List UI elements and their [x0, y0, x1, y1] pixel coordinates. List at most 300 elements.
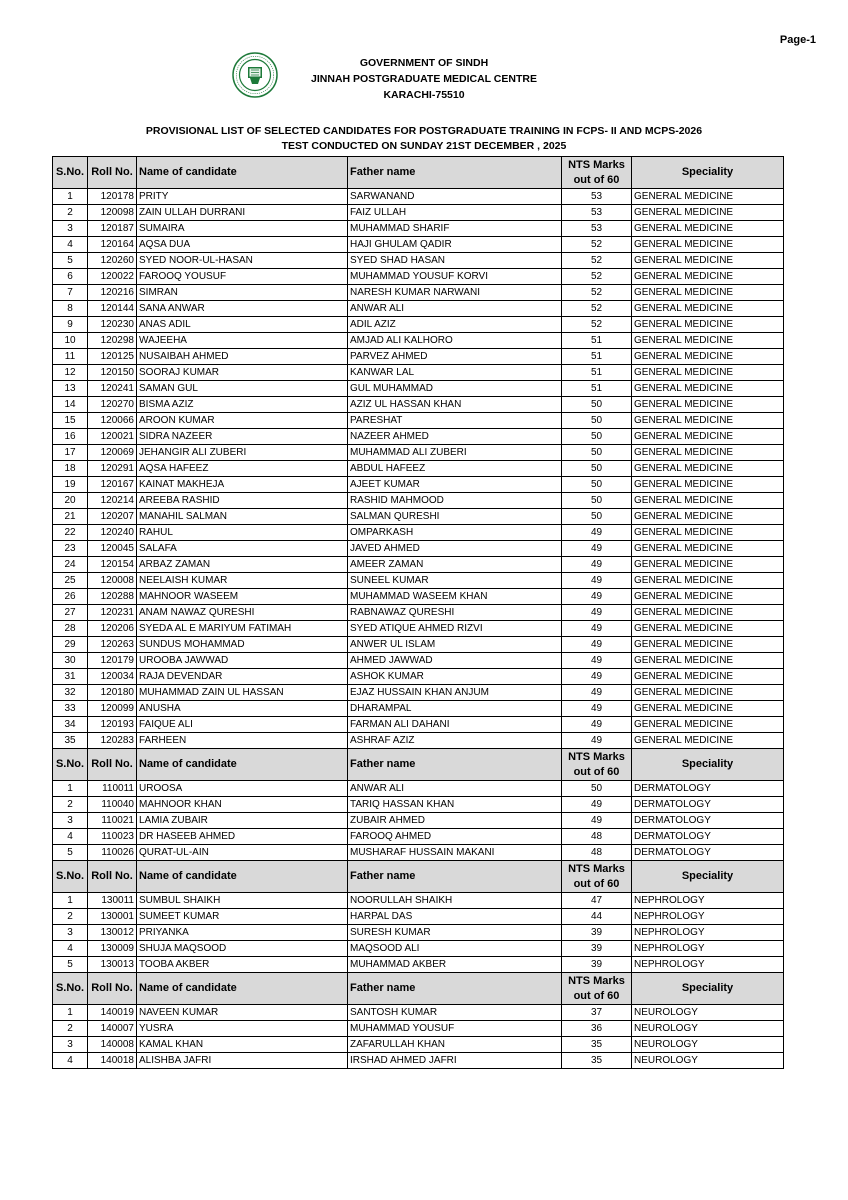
cell-nts-marks: 49: [562, 717, 632, 733]
cell-sno: 2: [53, 1021, 88, 1037]
cell-father-name: AJEET KUMAR: [348, 477, 562, 493]
cell-sno: 1: [53, 893, 88, 909]
cell-sno: 13: [53, 381, 88, 397]
header-candidate-name: Name of candidate: [137, 861, 348, 893]
cell-nts-marks: 50: [562, 445, 632, 461]
cell-roll-no: 120180: [88, 685, 137, 701]
cell-sno: 4: [53, 237, 88, 253]
cell-roll-no: 120207: [88, 509, 137, 525]
cell-candidate-name: YUSRA: [137, 1021, 348, 1037]
header-nts-marks: [562, 157, 632, 189]
cell-sno: 31: [53, 669, 88, 685]
cell-father-name: MUHAMMAD AKBER: [348, 957, 562, 973]
table-row: [53, 957, 784, 973]
table-row: [53, 1021, 784, 1037]
cell-roll-no: 120098: [88, 205, 137, 221]
cell-speciality: GENERAL MEDICINE: [632, 637, 784, 653]
header-speciality: Speciality: [632, 973, 784, 1005]
cell-speciality: GENERAL MEDICINE: [632, 237, 784, 253]
cell-candidate-name: AROON KUMAR: [137, 413, 348, 429]
cell-sno: 6: [53, 269, 88, 285]
table-row: [53, 365, 784, 381]
table-row: [53, 589, 784, 605]
cell-speciality: NEPHROLOGY: [632, 941, 784, 957]
cell-father-name: OMPARKASH: [348, 525, 562, 541]
cell-father-name: ABDUL HAFEEZ: [348, 461, 562, 477]
cell-father-name: DHARAMPAL: [348, 701, 562, 717]
cell-candidate-name: SUNDUS MOHAMMAD: [137, 637, 348, 653]
cell-sno: 29: [53, 637, 88, 653]
cell-nts-marks: 49: [562, 621, 632, 637]
table-row: [53, 269, 784, 285]
cell-nts-marks: 35: [562, 1053, 632, 1069]
cell-candidate-name: SIMRAN: [137, 285, 348, 301]
cell-nts-marks: 49: [562, 557, 632, 573]
cell-sno: 3: [53, 813, 88, 829]
cell-candidate-name: MANAHIL SALMAN: [137, 509, 348, 525]
cell-roll-no: 120066: [88, 413, 137, 429]
cell-roll-no: 130013: [88, 957, 137, 973]
cell-roll-no: 130012: [88, 925, 137, 941]
header-father-name: Father name: [348, 861, 562, 893]
cell-roll-no: 130001: [88, 909, 137, 925]
cell-sno: 20: [53, 493, 88, 509]
cell-speciality: NEUROLOGY: [632, 1005, 784, 1021]
table-row: [53, 525, 784, 541]
cell-candidate-name: RAHUL: [137, 525, 348, 541]
header-speciality: Speciality: [632, 157, 784, 189]
cell-father-name: SYED SHAD HASAN: [348, 253, 562, 269]
table-row: [53, 637, 784, 653]
cell-father-name: SALMAN QURESHI: [348, 509, 562, 525]
cell-candidate-name: PRIYANKA: [137, 925, 348, 941]
cell-nts-marks: 49: [562, 669, 632, 685]
table-row: [53, 397, 784, 413]
cell-speciality: GENERAL MEDICINE: [632, 509, 784, 525]
cell-speciality: NEPHROLOGY: [632, 893, 784, 909]
cell-roll-no: 120298: [88, 333, 137, 349]
table-row: [53, 1037, 784, 1053]
cell-father-name: NAZEER AHMED: [348, 429, 562, 445]
cell-nts-marks: 49: [562, 653, 632, 669]
cell-father-name: SANTOSH KUMAR: [348, 1005, 562, 1021]
table-row: [53, 189, 784, 205]
cell-speciality: NEPHROLOGY: [632, 957, 784, 973]
cell-candidate-name: KAINAT MAKHEJA: [137, 477, 348, 493]
cell-sno: 1: [53, 1005, 88, 1021]
cell-sno: 17: [53, 445, 88, 461]
cell-nts-marks: 50: [562, 781, 632, 797]
cell-speciality: GENERAL MEDICINE: [632, 413, 784, 429]
cell-nts-marks: 52: [562, 253, 632, 269]
page-number: Page-1: [779, 34, 816, 46]
cell-candidate-name: SALAFA: [137, 541, 348, 557]
cell-speciality: DERMATOLOGY: [632, 829, 784, 845]
cell-nts-marks: 53: [562, 189, 632, 205]
cell-father-name: ANWER UL ISLAM: [348, 637, 562, 653]
header-nts-marks-line1: NTS Marks: [568, 862, 625, 875]
cell-roll-no: 120193: [88, 717, 137, 733]
cell-speciality: GENERAL MEDICINE: [632, 429, 784, 445]
table-row: [53, 733, 784, 749]
table-row: [53, 925, 784, 941]
cell-speciality: GENERAL MEDICINE: [632, 381, 784, 397]
cell-speciality: GENERAL MEDICINE: [632, 733, 784, 749]
cell-speciality: NEPHROLOGY: [632, 925, 784, 941]
cell-father-name: SARWANAND: [348, 189, 562, 205]
cell-speciality: GENERAL MEDICINE: [632, 269, 784, 285]
header-nts-marks-line1: NTS Marks: [568, 158, 625, 171]
cell-candidate-name: UROOSA: [137, 781, 348, 797]
cell-candidate-name: ANAM NAWAZ QURESHI: [137, 605, 348, 621]
header-nts-marks: [562, 749, 632, 781]
cell-candidate-name: DR HASEEB AHMED: [137, 829, 348, 845]
cell-nts-marks: 50: [562, 509, 632, 525]
cell-speciality: GENERAL MEDICINE: [632, 653, 784, 669]
cell-speciality: GENERAL MEDICINE: [632, 701, 784, 717]
cell-father-name: KANWAR LAL: [348, 365, 562, 381]
cell-father-name: PARVEZ AHMED: [348, 349, 562, 365]
cell-candidate-name: TOOBA AKBER: [137, 957, 348, 973]
cell-roll-no: 120216: [88, 285, 137, 301]
cell-sno: 2: [53, 205, 88, 221]
cell-father-name: AHMED JAWWAD: [348, 653, 562, 669]
cell-speciality: GENERAL MEDICINE: [632, 493, 784, 509]
cell-candidate-name: WAJEEHA: [137, 333, 348, 349]
cell-sno: 2: [53, 909, 88, 925]
cell-sno: 7: [53, 285, 88, 301]
header-nts-marks-line2: out of 60: [573, 989, 620, 1002]
table-row: [53, 413, 784, 429]
cell-roll-no: 120214: [88, 493, 137, 509]
cell-candidate-name: SHUJA MAQSOOD: [137, 941, 348, 957]
header-nts-marks-line2: out of 60: [573, 877, 620, 890]
cell-sno: 5: [53, 845, 88, 861]
cell-sno: 18: [53, 461, 88, 477]
government-line: GOVERNMENT OF SINDH: [359, 57, 489, 69]
cell-father-name: ANWAR ALI: [348, 781, 562, 797]
cell-roll-no: 140019: [88, 1005, 137, 1021]
cell-father-name: SUNEEL KUMAR: [348, 573, 562, 589]
cell-speciality: GENERAL MEDICINE: [632, 573, 784, 589]
cell-father-name: AZIZ UL HASSAN KHAN: [348, 397, 562, 413]
header-roll-no: Roll No.: [88, 157, 137, 189]
cell-nts-marks: 50: [562, 477, 632, 493]
cell-nts-marks: 49: [562, 525, 632, 541]
header-candidate-name: Name of candidate: [137, 157, 348, 189]
header-candidate-name: Name of candidate: [137, 749, 348, 781]
cell-roll-no: 120283: [88, 733, 137, 749]
cell-father-name: AMEER ZAMAN: [348, 557, 562, 573]
cell-roll-no: 110021: [88, 813, 137, 829]
cell-speciality: GENERAL MEDICINE: [632, 253, 784, 269]
cell-father-name: FAROOQ AHMED: [348, 829, 562, 845]
cell-speciality: GENERAL MEDICINE: [632, 589, 784, 605]
cell-roll-no: 120270: [88, 397, 137, 413]
cell-candidate-name: SIDRA NAZEER: [137, 429, 348, 445]
document-title: [0, 124, 848, 154]
cell-roll-no: 120008: [88, 573, 137, 589]
cell-candidate-name: AQSA HAFEEZ: [137, 461, 348, 477]
cell-sno: 15: [53, 413, 88, 429]
cell-roll-no: 120263: [88, 637, 137, 653]
cell-candidate-name: SANA ANWAR: [137, 301, 348, 317]
cell-nts-marks: 52: [562, 237, 632, 253]
cell-father-name: SURESH KUMAR: [348, 925, 562, 941]
table-row: [53, 557, 784, 573]
cell-speciality: GENERAL MEDICINE: [632, 669, 784, 685]
cell-nts-marks: 50: [562, 461, 632, 477]
cell-speciality: GENERAL MEDICINE: [632, 221, 784, 237]
cell-father-name: NOORULLAH SHAIKH: [348, 893, 562, 909]
cell-nts-marks: 52: [562, 269, 632, 285]
cell-father-name: ZUBAIR AHMED: [348, 813, 562, 829]
cell-candidate-name: BISMA AZIZ: [137, 397, 348, 413]
cell-roll-no: 120099: [88, 701, 137, 717]
cell-roll-no: 120154: [88, 557, 137, 573]
cell-nts-marks: 53: [562, 221, 632, 237]
cell-speciality: NEUROLOGY: [632, 1037, 784, 1053]
cell-speciality: NEPHROLOGY: [632, 909, 784, 925]
cell-candidate-name: SAMAN GUL: [137, 381, 348, 397]
cell-sno: 9: [53, 317, 88, 333]
cell-sno: 5: [53, 957, 88, 973]
cell-candidate-name: ANUSHA: [137, 701, 348, 717]
cell-roll-no: 110011: [88, 781, 137, 797]
cell-roll-no: 120241: [88, 381, 137, 397]
cell-father-name: AMJAD ALI KALHORO: [348, 333, 562, 349]
cell-father-name: MUHAMMAD YOUSUF: [348, 1021, 562, 1037]
cell-father-name: JAVED AHMED: [348, 541, 562, 557]
cell-sno: 24: [53, 557, 88, 573]
cell-candidate-name: SUMBUL SHAIKH: [137, 893, 348, 909]
cell-nts-marks: 51: [562, 365, 632, 381]
header-speciality: Speciality: [632, 861, 784, 893]
cell-nts-marks: 49: [562, 701, 632, 717]
cell-candidate-name: UROOBA JAWWAD: [137, 653, 348, 669]
cell-father-name: ASHRAF AZIZ: [348, 733, 562, 749]
cell-nts-marks: 50: [562, 493, 632, 509]
cell-sno: 26: [53, 589, 88, 605]
cell-sno: 11: [53, 349, 88, 365]
title-line-2: TEST CONDUCTED ON SUNDAY 21ST DECEMBER , 2025: [281, 140, 567, 152]
cell-sno: 4: [53, 941, 88, 957]
cell-roll-no: 120240: [88, 525, 137, 541]
cell-father-name: GUL MUHAMMAD: [348, 381, 562, 397]
header-speciality: Speciality: [632, 749, 784, 781]
table-row: [53, 1005, 784, 1021]
cell-candidate-name: KAMAL KHAN: [137, 1037, 348, 1053]
cell-father-name: HARPAL DAS: [348, 909, 562, 925]
table-header-row: [53, 749, 784, 781]
cell-nts-marks: 49: [562, 541, 632, 557]
cell-speciality: GENERAL MEDICINE: [632, 189, 784, 205]
cell-father-name: MUHAMMAD ALI ZUBERI: [348, 445, 562, 461]
table-row: [53, 1053, 784, 1069]
cell-father-name: FAIZ ULLAH: [348, 205, 562, 221]
header-nts-marks-line2: out of 60: [573, 765, 620, 778]
table-row: [53, 477, 784, 493]
cell-speciality: GENERAL MEDICINE: [632, 621, 784, 637]
cell-sno: 3: [53, 925, 88, 941]
cell-sno: 35: [53, 733, 88, 749]
cell-nts-marks: 48: [562, 829, 632, 845]
cell-sno: 30: [53, 653, 88, 669]
cell-roll-no: 120069: [88, 445, 137, 461]
cell-roll-no: 120231: [88, 605, 137, 621]
cell-nts-marks: 48: [562, 845, 632, 861]
cell-nts-marks: 49: [562, 733, 632, 749]
table-row: [53, 685, 784, 701]
table-row: [53, 381, 784, 397]
cell-sno: 3: [53, 1037, 88, 1053]
table-header-row: [53, 861, 784, 893]
cell-roll-no: 120164: [88, 237, 137, 253]
cell-father-name: EJAZ HUSSAIN KHAN ANJUM: [348, 685, 562, 701]
cell-speciality: DERMATOLOGY: [632, 781, 784, 797]
cell-candidate-name: FARHEEN: [137, 733, 348, 749]
cell-sno: 27: [53, 605, 88, 621]
cell-speciality: DERMATOLOGY: [632, 813, 784, 829]
cell-candidate-name: MAHNOOR KHAN: [137, 797, 348, 813]
cell-roll-no: 120288: [88, 589, 137, 605]
cell-candidate-name: SOORAJ KUMAR: [137, 365, 348, 381]
cell-nts-marks: 49: [562, 813, 632, 829]
cell-roll-no: 120179: [88, 653, 137, 669]
header-nts-marks: [562, 973, 632, 1005]
cell-candidate-name: NAVEEN KUMAR: [137, 1005, 348, 1021]
cell-sno: 14: [53, 397, 88, 413]
table-row: [53, 781, 784, 797]
cell-father-name: NARESH KUMAR NARWANI: [348, 285, 562, 301]
cell-speciality: GENERAL MEDICINE: [632, 205, 784, 221]
table-row: [53, 349, 784, 365]
table-row: [53, 813, 784, 829]
table-row: [53, 893, 784, 909]
table-row: [53, 317, 784, 333]
cell-sno: 12: [53, 365, 88, 381]
header-sno: S.No.: [53, 973, 88, 1005]
cell-nts-marks: 37: [562, 1005, 632, 1021]
cell-speciality: DERMATOLOGY: [632, 797, 784, 813]
cell-father-name: RABNAWAZ QURESHI: [348, 605, 562, 621]
cell-speciality: GENERAL MEDICINE: [632, 557, 784, 573]
cell-speciality: GENERAL MEDICINE: [632, 605, 784, 621]
cell-candidate-name: SUMAIRA: [137, 221, 348, 237]
cell-sno: 3: [53, 221, 88, 237]
cell-nts-marks: 51: [562, 333, 632, 349]
cell-candidate-name: NEELAISH KUMAR: [137, 573, 348, 589]
header-sno: S.No.: [53, 157, 88, 189]
cell-speciality: GENERAL MEDICINE: [632, 285, 784, 301]
cell-sno: 21: [53, 509, 88, 525]
table-row: [53, 541, 784, 557]
cell-roll-no: 120187: [88, 221, 137, 237]
cell-father-name: IRSHAD AHMED JAFRI: [348, 1053, 562, 1069]
cell-speciality: DERMATOLOGY: [632, 845, 784, 861]
header-roll-no: Roll No.: [88, 749, 137, 781]
table-row: [53, 285, 784, 301]
cell-candidate-name: ARBAZ ZAMAN: [137, 557, 348, 573]
cell-father-name: ANWAR ALI: [348, 301, 562, 317]
cell-candidate-name: SUMEET KUMAR: [137, 909, 348, 925]
cell-candidate-name: AQSA DUA: [137, 237, 348, 253]
cell-speciality: GENERAL MEDICINE: [632, 541, 784, 557]
header-sno: S.No.: [53, 861, 88, 893]
cell-nts-marks: 39: [562, 925, 632, 941]
cell-nts-marks: 51: [562, 349, 632, 365]
cell-speciality: GENERAL MEDICINE: [632, 301, 784, 317]
cell-candidate-name: PRITY: [137, 189, 348, 205]
cell-roll-no: 120230: [88, 317, 137, 333]
cell-roll-no: 140008: [88, 1037, 137, 1053]
header-father-name: Father name: [348, 749, 562, 781]
header-nts-marks-line1: NTS Marks: [568, 750, 625, 763]
cell-father-name: MUSHARAF HUSSAIN MAKANI: [348, 845, 562, 861]
cell-sno: 5: [53, 253, 88, 269]
cell-roll-no: 140018: [88, 1053, 137, 1069]
cell-nts-marks: 49: [562, 685, 632, 701]
table-row: [53, 717, 784, 733]
cell-candidate-name: SYEDA AL E MARIYUM FATIMAH: [137, 621, 348, 637]
cell-speciality: GENERAL MEDICINE: [632, 445, 784, 461]
cell-speciality: GENERAL MEDICINE: [632, 333, 784, 349]
cell-candidate-name: NUSAIBAH AHMED: [137, 349, 348, 365]
candidate-table: [52, 156, 784, 1069]
cell-roll-no: 130011: [88, 893, 137, 909]
table-row: [53, 669, 784, 685]
cell-sno: 19: [53, 477, 88, 493]
table-row: [53, 621, 784, 637]
cell-father-name: HAJI GHULAM QADIR: [348, 237, 562, 253]
cell-father-name: PARESHAT: [348, 413, 562, 429]
cell-roll-no: 120150: [88, 365, 137, 381]
cell-candidate-name: FAIQUE ALI: [137, 717, 348, 733]
cell-sno: 8: [53, 301, 88, 317]
cell-roll-no: 120021: [88, 429, 137, 445]
table-row: [53, 605, 784, 621]
cell-father-name: MUHAMMAD YOUSUF KORVI: [348, 269, 562, 285]
cell-father-name: TARIQ HASSAN KHAN: [348, 797, 562, 813]
letterhead: [0, 55, 848, 103]
table-row: [53, 253, 784, 269]
cell-sno: 34: [53, 717, 88, 733]
title-line-1: PROVISIONAL LIST OF SELECTED CANDIDATES FOR POSTGRADUATE TRAINING IN FCPS- II AND MCPS-2026: [145, 125, 703, 137]
cell-father-name: SYED ATIQUE AHMED RIZVI: [348, 621, 562, 637]
cell-nts-marks: 39: [562, 957, 632, 973]
header-father-name: Father name: [348, 973, 562, 1005]
cell-father-name: RASHID MAHMOOD: [348, 493, 562, 509]
table-row: [53, 829, 784, 845]
cell-sno: 1: [53, 781, 88, 797]
cell-candidate-name: SYED NOOR-UL-HASAN: [137, 253, 348, 269]
cell-roll-no: 110026: [88, 845, 137, 861]
cell-roll-no: 120144: [88, 301, 137, 317]
header-nts-marks-line2: out of 60: [573, 173, 620, 186]
cell-roll-no: 120167: [88, 477, 137, 493]
cell-nts-marks: 52: [562, 301, 632, 317]
cell-roll-no: 110023: [88, 829, 137, 845]
table-row: [53, 461, 784, 477]
cell-nts-marks: 50: [562, 413, 632, 429]
cell-nts-marks: 35: [562, 1037, 632, 1053]
table-row: [53, 493, 784, 509]
cell-speciality: GENERAL MEDICINE: [632, 349, 784, 365]
cell-nts-marks: 51: [562, 381, 632, 397]
table-row: [53, 701, 784, 717]
cell-sno: 28: [53, 621, 88, 637]
cell-speciality: NEUROLOGY: [632, 1053, 784, 1069]
